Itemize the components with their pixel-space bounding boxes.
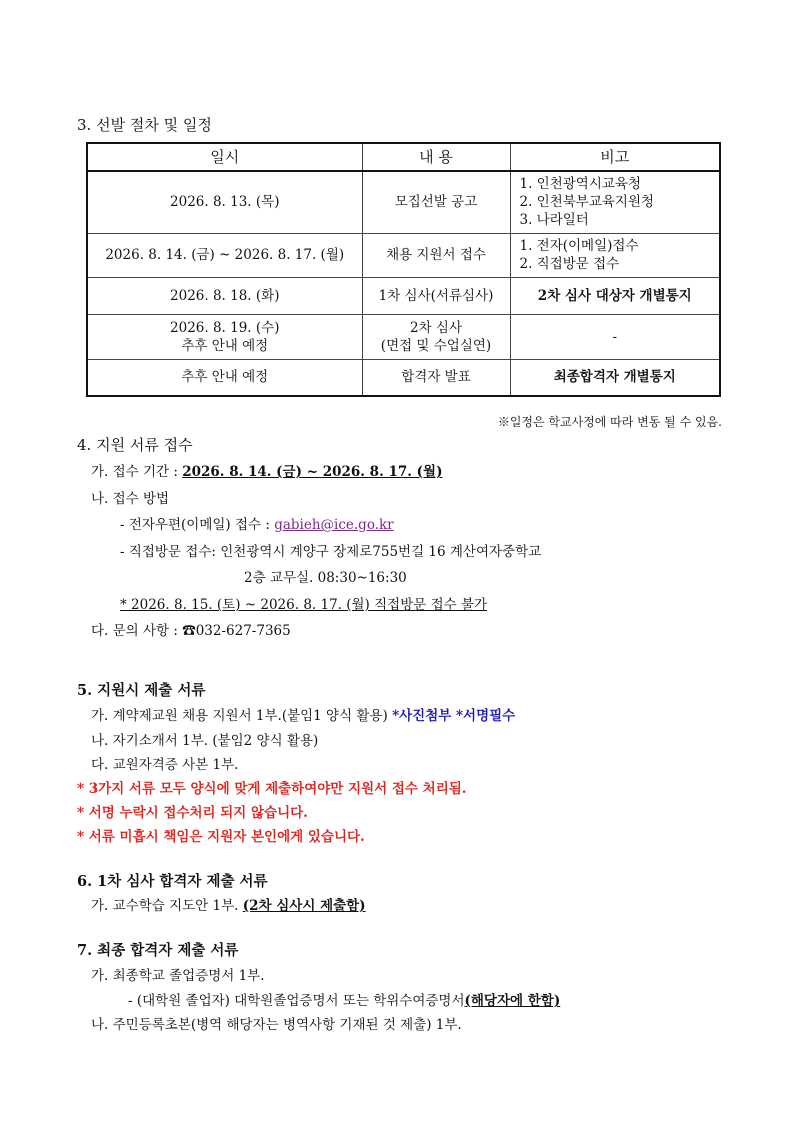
period-value: 2026. 8. 14. (금) ~ 2026. 8. 17. (월) [182,464,443,480]
table-row [87,171,720,233]
row-note: - [510,314,720,359]
section5-item-c: 다. 교원자격증 사본 1부. [91,757,239,773]
row-date: 2026. 8. 19. (수) 추후 안내 예정 [87,314,362,359]
row-date: 추후 안내 예정 [87,359,362,396]
section3-title: 3. 선발 절차 및 일정 [77,116,212,134]
row-content: 합격자 발표 [362,359,510,396]
section6-item-a-note: (2차 심사시 제출함) [242,898,366,914]
header-date: 일시 [87,143,362,171]
row-note: 1. 전자(이메일)접수 2. 직접방문 접수 [510,233,720,277]
header-content: 내 용 [362,143,510,171]
visit-line-2: 2층 교무실. 08:30~16:30 [244,570,407,586]
email-label: - 전자우편(이메일) 접수 : [120,517,275,533]
visit-line-1: - 직접방문 접수: 인천광역시 계양구 장제로755번길 16 계산여자중학교 [120,544,542,560]
period-label: 가. 접수 기간 : [91,464,183,480]
row-content: 2차 심사 (면접 및 수업실연) [362,314,510,359]
schedule-footnote: ※일정은 학교사정에 따라 변동 될 수 있음. [497,415,722,429]
email-line [120,513,394,533]
section7-item-a: 가. 최종학교 졸업증명서 1부. [91,968,265,984]
row-note: 최종합격자 개별통지 [510,359,720,396]
section7-item-a-sub: - (대학원 졸업자) 대학원졸업증명서 또는 학위수여증명서(해당자에 한함) [128,993,561,1009]
section6-title: 6. 1차 심사 합격자 제출 서류 [77,873,268,890]
section7-title: 7. 최종 합격자 제출 서류 [77,942,239,959]
warning-3: * 서류 미흡시 책임은 지원자 본인에게 있습니다. [77,829,365,845]
email-link[interactable]: gabieh@ice.go.kr [274,517,394,533]
schedule-table [86,142,721,397]
table-row [87,359,720,396]
row-date: 2026. 8. 13. (목) [87,171,362,233]
period-line [91,460,442,480]
table-row [87,277,720,314]
section7-item-b: 나. 주민등록초본(병역 해당자는 병역사항 기재된 것 제출) 1부. [91,1017,462,1033]
row-date: 2026. 8. 18. (화) [87,277,362,314]
visit-notice: * 2026. 8. 15. (토) ~ 2026. 8. 17. (월) 직접방문 접수 불가 [120,597,488,613]
section4-title: 4. 지원 서류 접수 [77,436,193,454]
row-content: 채용 지원서 접수 [362,233,510,277]
section5-title: 5. 지원시 제출 서류 [77,682,206,699]
row-content: 모집선발 공고 [362,171,510,233]
required-mark: *사진첨부 *서명필수 [392,708,516,724]
section7-item-a-sub-note: (해당자에 한함) [464,993,561,1009]
section6-item-a: 가. 교수학습 지도안 1부. (2차 심사시 제출함) [91,898,366,914]
table-row [87,233,720,277]
row-content: 1차 심사(서류심사) [362,277,510,314]
warning-2: * 서명 누락시 접수처리 되지 않습니다. [77,805,308,821]
table-header-row [87,143,720,171]
row-note: 1. 인천광역시교육청 2. 인천북부교육지원청 3. 나라일터 [510,171,720,233]
contact-line: 다. 문의 사항 : ☎032-627-7365 [91,623,291,639]
row-date: 2026. 8. 14. (금) ~ 2026. 8. 17. (월) [87,233,362,277]
section5-item-b: 나. 자기소개서 1부. (붙임2 양식 활용) [91,733,319,749]
table-row [87,314,720,359]
header-note: 비고 [510,143,720,171]
method-label: 나. 접수 방법 [91,491,170,507]
section5-item-a: 가. 계약제교원 채용 지원서 1부.(붙임1 양식 활용) *사진첨부 *서명필수 [91,708,516,724]
warning-1: * 3가지 서류 모두 양식에 맞게 제출하여야만 지원서 접수 처리됨. [77,781,467,797]
row-note: 2차 심사 대상자 개별통지 [510,277,720,314]
